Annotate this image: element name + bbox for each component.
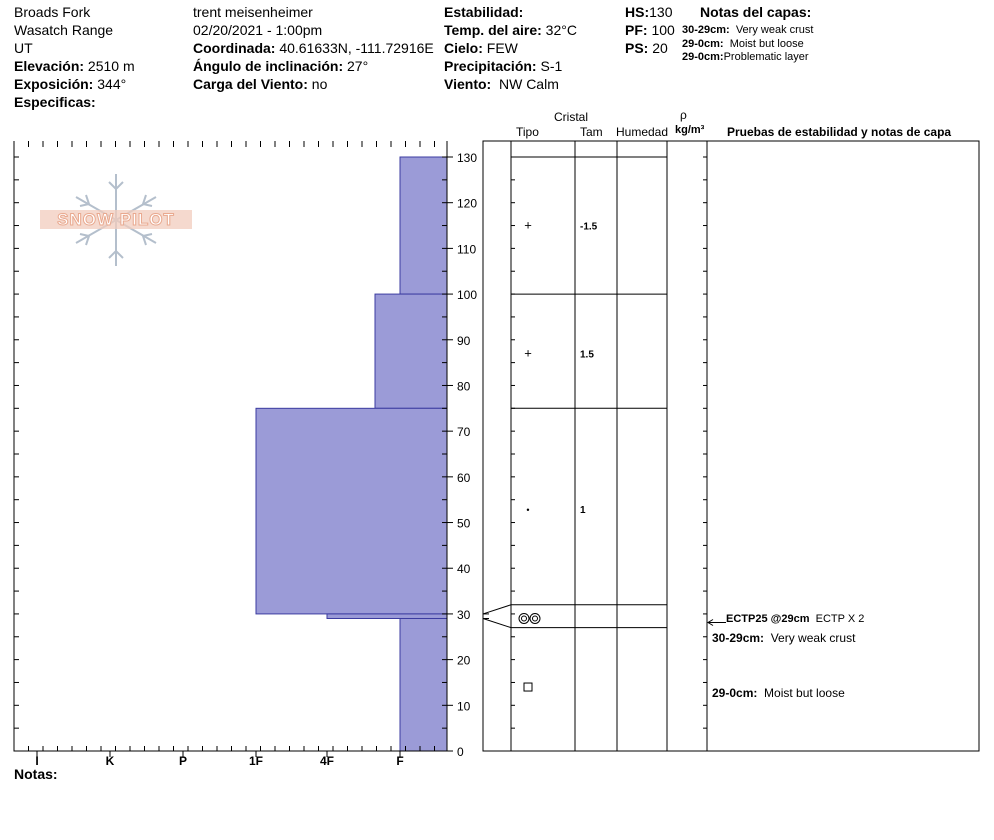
wind-label: Viento:: [444, 76, 492, 92]
range: Wasatch Range: [14, 22, 114, 38]
y-tick-label: 110: [457, 242, 477, 257]
sky-value: FEW: [486, 40, 518, 56]
x-tick-label: I: [35, 754, 39, 768]
pf-value: 100: [651, 22, 675, 38]
x-tick-label: 1F: [248, 754, 264, 768]
observer: trent meisenheimer: [193, 4, 313, 20]
type-header: Tipo: [516, 125, 539, 139]
grain-symbol: [522, 616, 527, 621]
wind-load-label: Carga del Viento:: [193, 76, 308, 92]
layer-comment-range: 29-0cm:: [712, 686, 758, 700]
precip-value: S-1: [540, 58, 563, 74]
grain-symbol: [519, 613, 529, 623]
y-tick-label: 20: [457, 653, 471, 668]
layer-comment: [712, 687, 845, 700]
tests-header: Pruebas de estabilidad y notas de capa: [727, 125, 952, 139]
y-tick-label: 60: [457, 470, 471, 485]
aspect-value: 344°: [97, 76, 127, 92]
x-tick-label: F: [396, 754, 404, 768]
stability-label: Estabilidad:: [444, 4, 524, 20]
hardness-bar: [400, 157, 447, 294]
y-tick-label: 120: [457, 196, 478, 211]
grain-symbol: [533, 616, 538, 621]
layer-connector: [483, 618, 511, 627]
logo-text: SNOW PILOT: [57, 210, 175, 229]
hs-value: 130: [649, 4, 673, 20]
pf-label: PF:: [625, 22, 648, 38]
layer-note-text: Very weak crust: [735, 24, 814, 36]
y-tick-label: 100: [457, 288, 478, 303]
layer-comment-text: Moist but loose: [764, 686, 845, 700]
y-tick-label: 50: [457, 516, 471, 531]
y-tick-label: 80: [457, 379, 471, 394]
coord-value: 40.61633N, -111.72916E: [279, 40, 434, 56]
aspect-label: Exposición:: [14, 76, 94, 92]
grain-size-label: 1: [580, 504, 586, 516]
size-header: Tam: [580, 125, 603, 139]
layer-note-range: 30-29cm:: [682, 24, 730, 36]
density-unit: kg/m³: [675, 124, 705, 136]
table-frame: [483, 141, 979, 751]
y-tick-label: 10: [457, 699, 471, 714]
moisture-header: Humedad: [616, 125, 669, 139]
sky-label: Cielo:: [444, 40, 483, 56]
hs-label: HS:: [625, 4, 650, 20]
layer-comment-range: 30-29cm:: [712, 631, 765, 645]
hardness-bar: [327, 614, 447, 619]
slope-value: 27°: [347, 58, 369, 74]
grain-symbol: •: [526, 504, 530, 515]
y-tick-label: 130: [457, 151, 478, 165]
layer-comment: [712, 632, 855, 645]
wind-value: NW Calm: [498, 76, 559, 92]
stability-test: [726, 613, 864, 625]
state: UT: [14, 40, 33, 56]
coord-label: Coordinada:: [193, 40, 276, 56]
stability-test-text: ECTP X 2: [815, 613, 865, 625]
grain-symbol: +: [524, 345, 532, 361]
air-temp-label: Temp. del aire:: [444, 22, 542, 38]
grain-size-label: -1.5: [580, 221, 598, 233]
specifics-label: Especificas:: [14, 94, 96, 110]
rho-header: ρ: [680, 108, 687, 122]
crystal-header: Cristal: [554, 110, 589, 124]
x-tick-label: 4F: [319, 754, 335, 768]
stability-test-code: ECTP25 @29cm: [726, 613, 810, 625]
layer-note-range: 29-0cm:: [682, 51, 724, 63]
layer-connector: [483, 605, 511, 614]
y-tick-label: 30: [457, 607, 471, 622]
hardness-bar: [256, 408, 447, 614]
location: Broads Fork: [14, 4, 91, 20]
elevation-label: Elevación:: [14, 58, 85, 74]
x-tick-label: P: [178, 754, 188, 768]
layer-comment-text: Very weak crust: [770, 631, 856, 645]
precip-label: Precipitación:: [444, 58, 537, 74]
datetime: 02/20/2021 - 1:00pm: [193, 22, 323, 38]
slope-label: Ángulo de inclinación:: [193, 58, 344, 74]
x-tick-label: K: [105, 754, 115, 768]
hardness-bar: [375, 294, 447, 408]
layer-note-text: Moist but loose: [729, 38, 804, 50]
notes-label: Notas:: [14, 766, 58, 782]
layer-note-range: 29-0cm:: [682, 38, 724, 50]
grain-symbol: +: [524, 217, 532, 233]
y-tick-label: 0: [457, 745, 464, 759]
grain-symbol: [530, 613, 540, 623]
wind-load-value: no: [311, 76, 328, 92]
elevation-value: 2510 m: [87, 58, 135, 74]
grain-symbol: [524, 683, 532, 691]
layer-note-text: Problematic layer: [723, 51, 809, 63]
y-tick-label: 90: [457, 333, 471, 348]
air-temp-value: 32°C: [545, 22, 577, 38]
ps-label: PS:: [625, 40, 649, 56]
y-tick-label: 40: [457, 562, 471, 577]
hardness-bar: [400, 618, 447, 751]
layer-notes-title: Notas del capas:: [700, 4, 812, 20]
y-tick-label: 70: [457, 425, 471, 440]
grain-size-label: 1.5: [580, 349, 594, 361]
ps-value: 20: [652, 40, 668, 56]
